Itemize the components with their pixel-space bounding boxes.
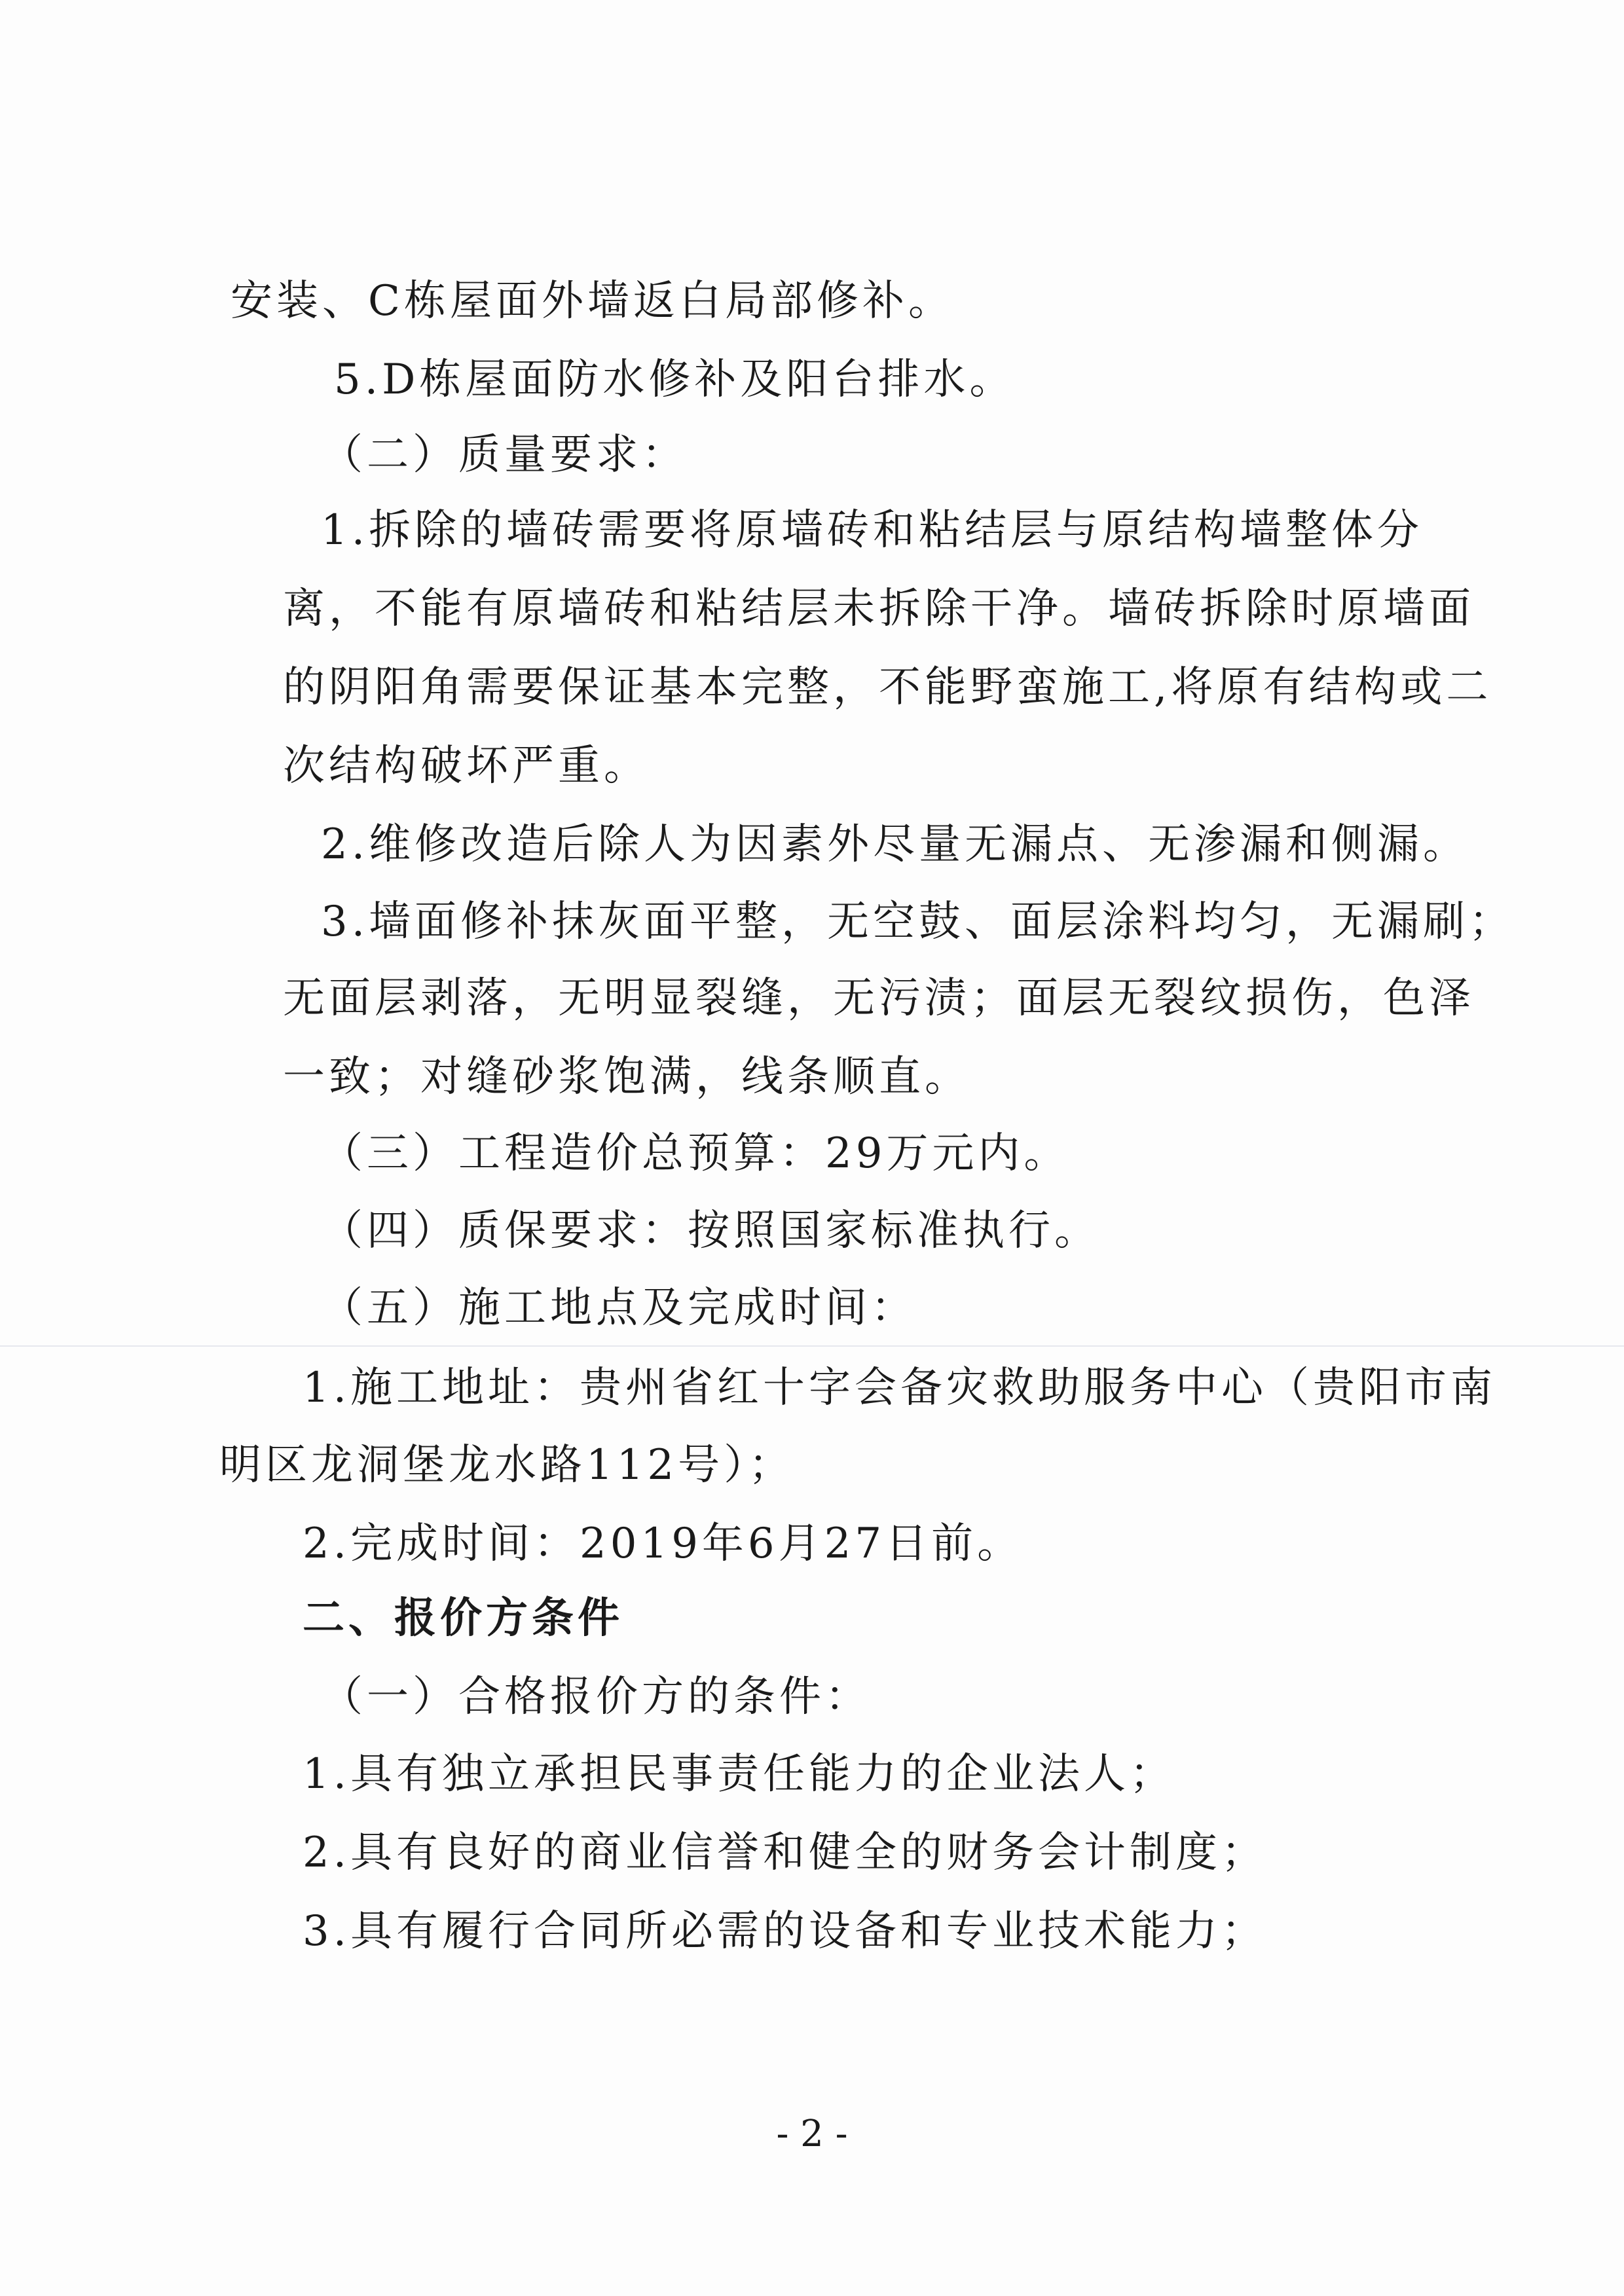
text-line: 明区龙洞堡龙水路112号）；: [219, 1441, 795, 1489]
section-heading: （一）合格报价方的条件：: [321, 1673, 871, 1721]
section-heading: （三）工程造价总预算：29万元内。: [321, 1129, 1070, 1178]
section-heading: （四）质保要求：按照国家标准执行。: [321, 1207, 1100, 1255]
text-line: 的阴阳角需要保证基本完整，不能野蛮施工,将原有结构或二: [283, 663, 1492, 712]
text-line: 3.具有履行合同所必需的设备和专业技术能力；: [303, 1907, 1268, 1956]
text-line: 3.墙面修补抹灰面平整，无空鼓、面层涂料均匀，无漏刷；: [321, 898, 1515, 946]
text-line: 一致；对缝砂浆饱满，线条顺直。: [283, 1053, 970, 1101]
section-heading: （五）施工地点及完成时间：: [321, 1284, 917, 1332]
section-heading: （二）质量要求：: [321, 431, 688, 479]
scan-artifact-line: [0, 1345, 1624, 1347]
text-line: 1.具有独立承担民事责任能力的企业法人；: [303, 1750, 1176, 1798]
text-line: 无面层剥落，无明显裂缝，无污渍；面层无裂纹损伤，色泽: [283, 974, 1475, 1023]
text-line: 1.施工地址：贵州省红十字会备灾救助服务中心（贵阳市南: [303, 1364, 1497, 1412]
text-line: 2.维修改造后除人为因素外尽量无漏点、无渗漏和侧漏。: [321, 820, 1469, 869]
text-line: 安装、C栋屋面外墙返白局部修补。: [231, 277, 954, 325]
text-line: 1.拆除的墙砖需要将原墙砖和粘结层与原结构墙整体分: [321, 506, 1424, 555]
text-line: 5.D栋屋面防水修补及阳台排水。: [334, 355, 1016, 404]
page-number: - 2 -: [776, 2113, 848, 2155]
text-line: 次结构破坏严重。: [283, 742, 650, 790]
text-line: 离，不能有原墙砖和粘结层未拆除干净。墙砖拆除时原墙面: [283, 585, 1475, 633]
text-line: 2.完成时间：2019年6月27日前。: [303, 1520, 1024, 1568]
chapter-heading: 二、报价方条件: [303, 1594, 623, 1643]
text-line: 2.具有良好的商业信誉和健全的财务会计制度；: [303, 1829, 1268, 1877]
